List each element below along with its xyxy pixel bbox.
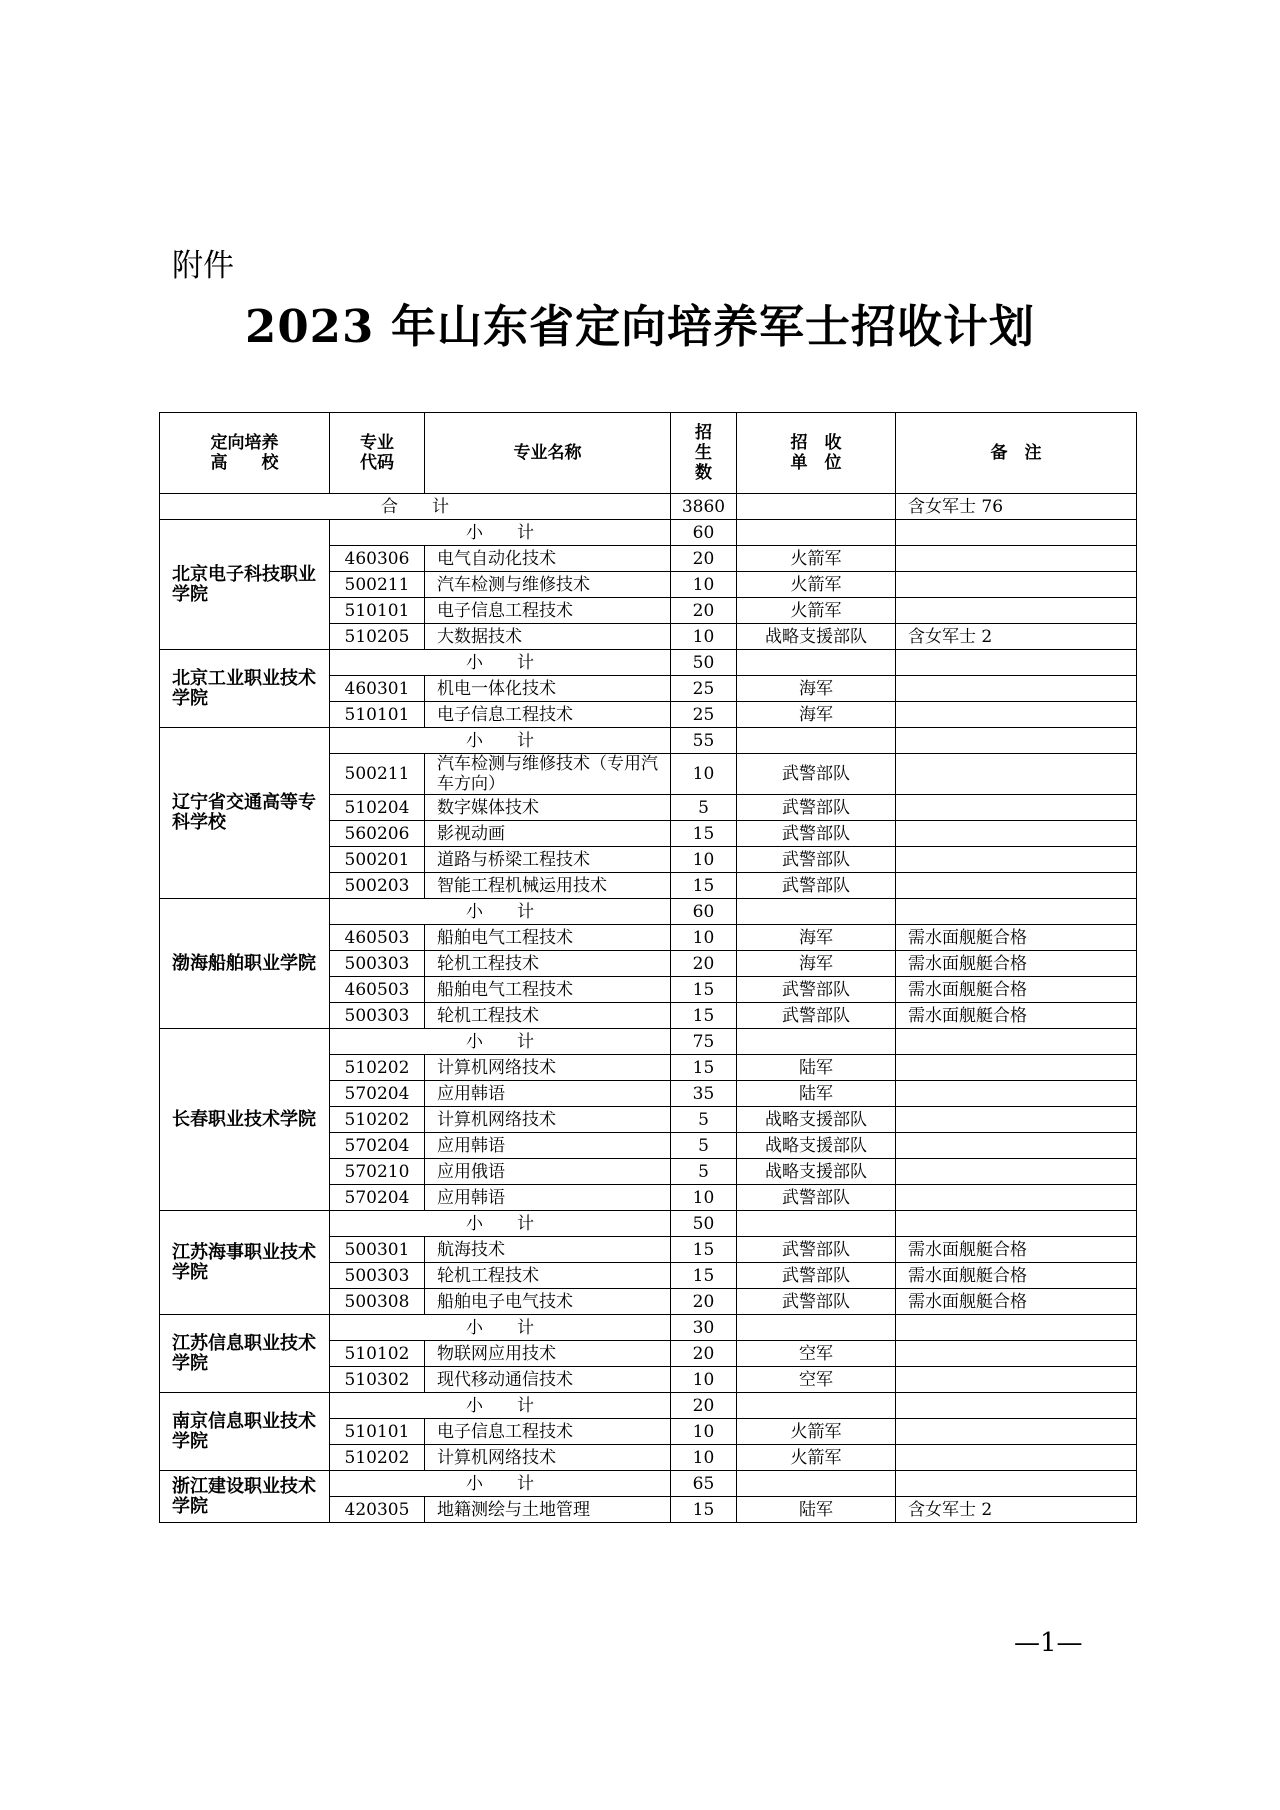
recruit-unit: 武警部队 — [737, 847, 896, 873]
recruit-unit: 武警部队 — [737, 1289, 896, 1315]
major-name: 计算机网络技术 — [425, 1445, 671, 1471]
major-code: 510102 — [330, 1341, 425, 1367]
recruit-unit: 武警部队 — [737, 821, 896, 847]
major-name: 现代移动通信技术 — [425, 1367, 671, 1393]
enroll-count: 5 — [671, 795, 737, 821]
recruit-unit: 陆军 — [737, 1081, 896, 1107]
enroll-count: 10 — [671, 925, 737, 951]
school-name: 长春职业技术学院 — [160, 1029, 330, 1211]
enroll-count: 15 — [671, 977, 737, 1003]
subtotal-label: 小 计 — [330, 1315, 671, 1341]
subtotal-unit — [737, 1471, 896, 1497]
major-code: 510101 — [330, 702, 425, 728]
table-header-row — [160, 413, 1137, 494]
note: 含女军士 2 — [896, 1497, 1137, 1523]
recruit-unit: 武警部队 — [737, 795, 896, 821]
subtotal-label: 小 计 — [330, 650, 671, 676]
major-code: 510101 — [330, 598, 425, 624]
recruit-unit: 战略支援部队 — [737, 1159, 896, 1185]
subtotal-note — [896, 650, 1137, 676]
subtotal-unit — [737, 520, 896, 546]
major-code: 570204 — [330, 1185, 425, 1211]
header-count-line1: 招 — [695, 423, 712, 443]
total-unit — [737, 494, 896, 520]
note: 需水面舰艇合格 — [896, 1289, 1137, 1315]
recruit-unit: 武警部队 — [737, 1185, 896, 1211]
note — [896, 1159, 1137, 1185]
recruit-unit: 武警部队 — [737, 1263, 896, 1289]
major-code: 510202 — [330, 1055, 425, 1081]
subtotal-count: 20 — [671, 1393, 737, 1419]
major-code: 500303 — [330, 1263, 425, 1289]
subtotal-label: 小 计 — [330, 1029, 671, 1055]
header-major: 专业名称 — [425, 413, 671, 494]
major-code: 500211 — [330, 754, 425, 795]
major-code: 510101 — [330, 1419, 425, 1445]
note — [896, 1419, 1137, 1445]
subtotal-count: 65 — [671, 1471, 737, 1497]
note: 需水面舰艇合格 — [896, 1237, 1137, 1263]
enroll-count: 15 — [671, 873, 737, 899]
major-code: 460301 — [330, 676, 425, 702]
major-code: 570204 — [330, 1133, 425, 1159]
note — [896, 1133, 1137, 1159]
major-code: 570210 — [330, 1159, 425, 1185]
note — [896, 847, 1137, 873]
enroll-count: 20 — [671, 546, 737, 572]
enroll-count: 20 — [671, 1289, 737, 1315]
enroll-count: 20 — [671, 598, 737, 624]
recruit-unit: 战略支援部队 — [737, 1107, 896, 1133]
recruit-unit: 火箭军 — [737, 598, 896, 624]
note — [896, 1055, 1137, 1081]
recruit-unit: 武警部队 — [737, 873, 896, 899]
note: 需水面舰艇合格 — [896, 1263, 1137, 1289]
enroll-count: 10 — [671, 1419, 737, 1445]
total-label: 合 计 — [160, 494, 671, 520]
note: 需水面舰艇合格 — [896, 925, 1137, 951]
enroll-count: 35 — [671, 1081, 737, 1107]
major-name: 物联网应用技术 — [425, 1341, 671, 1367]
school-name: 浙江建设职业技术学院 — [160, 1471, 330, 1523]
subtotal-unit — [737, 1315, 896, 1341]
recruit-unit: 空军 — [737, 1367, 896, 1393]
header-school-line1: 定向培养 — [210, 433, 279, 453]
enroll-count: 10 — [671, 624, 737, 650]
note: 需水面舰艇合格 — [896, 1003, 1137, 1029]
note — [896, 795, 1137, 821]
major-name: 道路与桥梁工程技术 — [425, 847, 671, 873]
major-name: 电气自动化技术 — [425, 546, 671, 572]
major-code: 510302 — [330, 1367, 425, 1393]
subtotal-note — [896, 1393, 1137, 1419]
major-name: 轮机工程技术 — [425, 1003, 671, 1029]
enroll-count: 10 — [671, 1445, 737, 1471]
subtotal-count: 50 — [671, 1211, 737, 1237]
subtotal-label: 小 计 — [330, 899, 671, 925]
note — [896, 1341, 1137, 1367]
enroll-count: 15 — [671, 1003, 737, 1029]
subtotal-unit — [737, 1393, 896, 1419]
major-name: 机电一体化技术 — [425, 676, 671, 702]
major-name: 电子信息工程技术 — [425, 702, 671, 728]
subtotal-unit — [737, 650, 896, 676]
subtotal-note — [896, 1211, 1137, 1237]
subtotal-note — [896, 1029, 1137, 1055]
enroll-count: 25 — [671, 676, 737, 702]
enroll-count: 20 — [671, 1341, 737, 1367]
recruit-unit: 武警部队 — [737, 977, 896, 1003]
major-code: 420305 — [330, 1497, 425, 1523]
recruit-unit: 战略支援部队 — [737, 1133, 896, 1159]
major-name: 应用韩语 — [425, 1081, 671, 1107]
recruit-unit: 海军 — [737, 676, 896, 702]
subtotal-unit — [737, 1029, 896, 1055]
major-name: 地籍测绘与土地管理 — [425, 1497, 671, 1523]
header-count-line3: 数 — [695, 463, 712, 483]
school-name: 北京电子科技职业学院 — [160, 520, 330, 650]
subtotal-row — [160, 1471, 1137, 1497]
major-code: 560206 — [330, 821, 425, 847]
subtotal-row — [160, 1029, 1137, 1055]
enroll-count: 15 — [671, 821, 737, 847]
subtotal-count: 50 — [671, 650, 737, 676]
enroll-count: 10 — [671, 1367, 737, 1393]
major-name: 电子信息工程技术 — [425, 1419, 671, 1445]
school-name: 渤海船舶职业学院 — [160, 899, 330, 1029]
recruit-unit: 武警部队 — [737, 1237, 896, 1263]
major-code: 500301 — [330, 1237, 425, 1263]
major-name: 计算机网络技术 — [425, 1055, 671, 1081]
note — [896, 821, 1137, 847]
major-name: 轮机工程技术 — [425, 1263, 671, 1289]
note — [896, 702, 1137, 728]
major-code: 460306 — [330, 546, 425, 572]
note: 含女军士 2 — [896, 624, 1137, 650]
major-code: 500211 — [330, 572, 425, 598]
subtotal-unit — [737, 899, 896, 925]
header-count — [671, 413, 737, 494]
major-code: 500201 — [330, 847, 425, 873]
header-code-line1: 专业 — [360, 433, 394, 453]
major-name: 应用韩语 — [425, 1133, 671, 1159]
header-code-line2: 代码 — [360, 453, 394, 473]
note — [896, 572, 1137, 598]
subtotal-row — [160, 728, 1137, 754]
major-name: 应用俄语 — [425, 1159, 671, 1185]
header-count-line2: 生 — [695, 443, 712, 463]
recruit-unit: 海军 — [737, 925, 896, 951]
major-code: 570204 — [330, 1081, 425, 1107]
enroll-count: 15 — [671, 1055, 737, 1081]
subtotal-row — [160, 650, 1137, 676]
major-name: 计算机网络技术 — [425, 1107, 671, 1133]
recruit-unit: 陆军 — [737, 1055, 896, 1081]
recruit-unit: 武警部队 — [737, 1003, 896, 1029]
subtotal-count: 55 — [671, 728, 737, 754]
recruit-unit: 火箭军 — [737, 1445, 896, 1471]
subtotal-label: 小 计 — [330, 520, 671, 546]
major-code: 500303 — [330, 1003, 425, 1029]
enroll-count: 10 — [671, 1185, 737, 1211]
major-name: 汽车检测与维修技术（专用汽车方向） — [425, 754, 671, 795]
note — [896, 546, 1137, 572]
major-name: 航海技术 — [425, 1237, 671, 1263]
major-code: 500303 — [330, 951, 425, 977]
recruit-unit: 火箭军 — [737, 572, 896, 598]
subtotal-note — [896, 1471, 1137, 1497]
subtotal-row — [160, 520, 1137, 546]
subtotal-unit — [737, 1211, 896, 1237]
total-row — [160, 494, 1137, 520]
enroll-count: 15 — [671, 1497, 737, 1523]
school-name: 辽宁省交通高等专科学校 — [160, 728, 330, 899]
note — [896, 1367, 1137, 1393]
major-code: 500203 — [330, 873, 425, 899]
header-unit — [737, 413, 896, 494]
subtotal-note — [896, 899, 1137, 925]
subtotal-row — [160, 1211, 1137, 1237]
major-name: 数字媒体技术 — [425, 795, 671, 821]
subtotal-row — [160, 899, 1137, 925]
major-code: 510202 — [330, 1107, 425, 1133]
school-name: 江苏信息职业技术学院 — [160, 1315, 330, 1393]
major-code: 460503 — [330, 925, 425, 951]
enroll-count: 15 — [671, 1237, 737, 1263]
subtotal-unit — [737, 728, 896, 754]
enroll-count: 25 — [671, 702, 737, 728]
header-school — [160, 413, 330, 494]
subtotal-count: 60 — [671, 899, 737, 925]
recruit-unit: 武警部队 — [737, 754, 896, 795]
recruit-unit: 火箭军 — [737, 546, 896, 572]
note — [896, 676, 1137, 702]
subtotal-note — [896, 1315, 1137, 1341]
enroll-count: 10 — [671, 847, 737, 873]
major-name: 轮机工程技术 — [425, 951, 671, 977]
major-code: 510205 — [330, 624, 425, 650]
major-name: 智能工程机械运用技术 — [425, 873, 671, 899]
enroll-count: 20 — [671, 951, 737, 977]
note — [896, 873, 1137, 899]
header-unit-line2: 单 位 — [790, 453, 842, 473]
major-code: 500308 — [330, 1289, 425, 1315]
recruit-unit: 海军 — [737, 951, 896, 977]
note — [896, 598, 1137, 624]
page-number: —1— — [1014, 1628, 1083, 1658]
document-title: 2023 年山东省定向培养军士招收计划 — [245, 300, 1035, 353]
note — [896, 754, 1137, 795]
note — [896, 1107, 1137, 1133]
school-name: 南京信息职业技术学院 — [160, 1393, 330, 1471]
header-unit-line1: 招 收 — [790, 433, 842, 453]
major-code: 510202 — [330, 1445, 425, 1471]
enroll-count: 15 — [671, 1263, 737, 1289]
major-name: 电子信息工程技术 — [425, 598, 671, 624]
subtotal-count: 30 — [671, 1315, 737, 1341]
note — [896, 1185, 1137, 1211]
enroll-count: 5 — [671, 1159, 737, 1185]
subtotal-label: 小 计 — [330, 1471, 671, 1497]
major-code: 510204 — [330, 795, 425, 821]
major-name: 应用韩语 — [425, 1185, 671, 1211]
subtotal-label: 小 计 — [330, 1393, 671, 1419]
major-name: 大数据技术 — [425, 624, 671, 650]
major-name: 汽车检测与维修技术 — [425, 572, 671, 598]
major-code: 460503 — [330, 977, 425, 1003]
school-name: 江苏海事职业技术学院 — [160, 1211, 330, 1315]
header-school-line2: 高 校 — [210, 453, 279, 473]
recruit-unit: 战略支援部队 — [737, 624, 896, 650]
subtotal-label: 小 计 — [330, 1211, 671, 1237]
header-code — [330, 413, 425, 494]
total-count: 3860 — [671, 494, 737, 520]
major-name: 影视动画 — [425, 821, 671, 847]
enroll-count: 10 — [671, 754, 737, 795]
recruit-unit: 空军 — [737, 1341, 896, 1367]
enroll-count: 10 — [671, 572, 737, 598]
subtotal-label: 小 计 — [330, 728, 671, 754]
attachment-label: 附件 — [172, 248, 234, 284]
recruit-unit: 海军 — [737, 702, 896, 728]
subtotal-row — [160, 1393, 1137, 1419]
subtotal-note — [896, 728, 1137, 754]
enroll-count: 5 — [671, 1133, 737, 1159]
enroll-count: 5 — [671, 1107, 737, 1133]
subtotal-note — [896, 520, 1137, 546]
note — [896, 1445, 1137, 1471]
subtotal-row — [160, 1315, 1137, 1341]
major-name: 船舶电气工程技术 — [425, 977, 671, 1003]
recruit-unit: 陆军 — [737, 1497, 896, 1523]
total-note: 含女军士 76 — [896, 494, 1137, 520]
subtotal-count: 60 — [671, 520, 737, 546]
major-name: 船舶电子电气技术 — [425, 1289, 671, 1315]
recruit-unit: 火箭军 — [737, 1419, 896, 1445]
note: 需水面舰艇合格 — [896, 951, 1137, 977]
note: 需水面舰艇合格 — [896, 977, 1137, 1003]
major-name: 船舶电气工程技术 — [425, 925, 671, 951]
header-note: 备 注 — [896, 413, 1137, 494]
enrollment-plan-table — [159, 412, 1137, 1523]
subtotal-count: 75 — [671, 1029, 737, 1055]
note — [896, 1081, 1137, 1107]
school-name: 北京工业职业技术学院 — [160, 650, 330, 728]
